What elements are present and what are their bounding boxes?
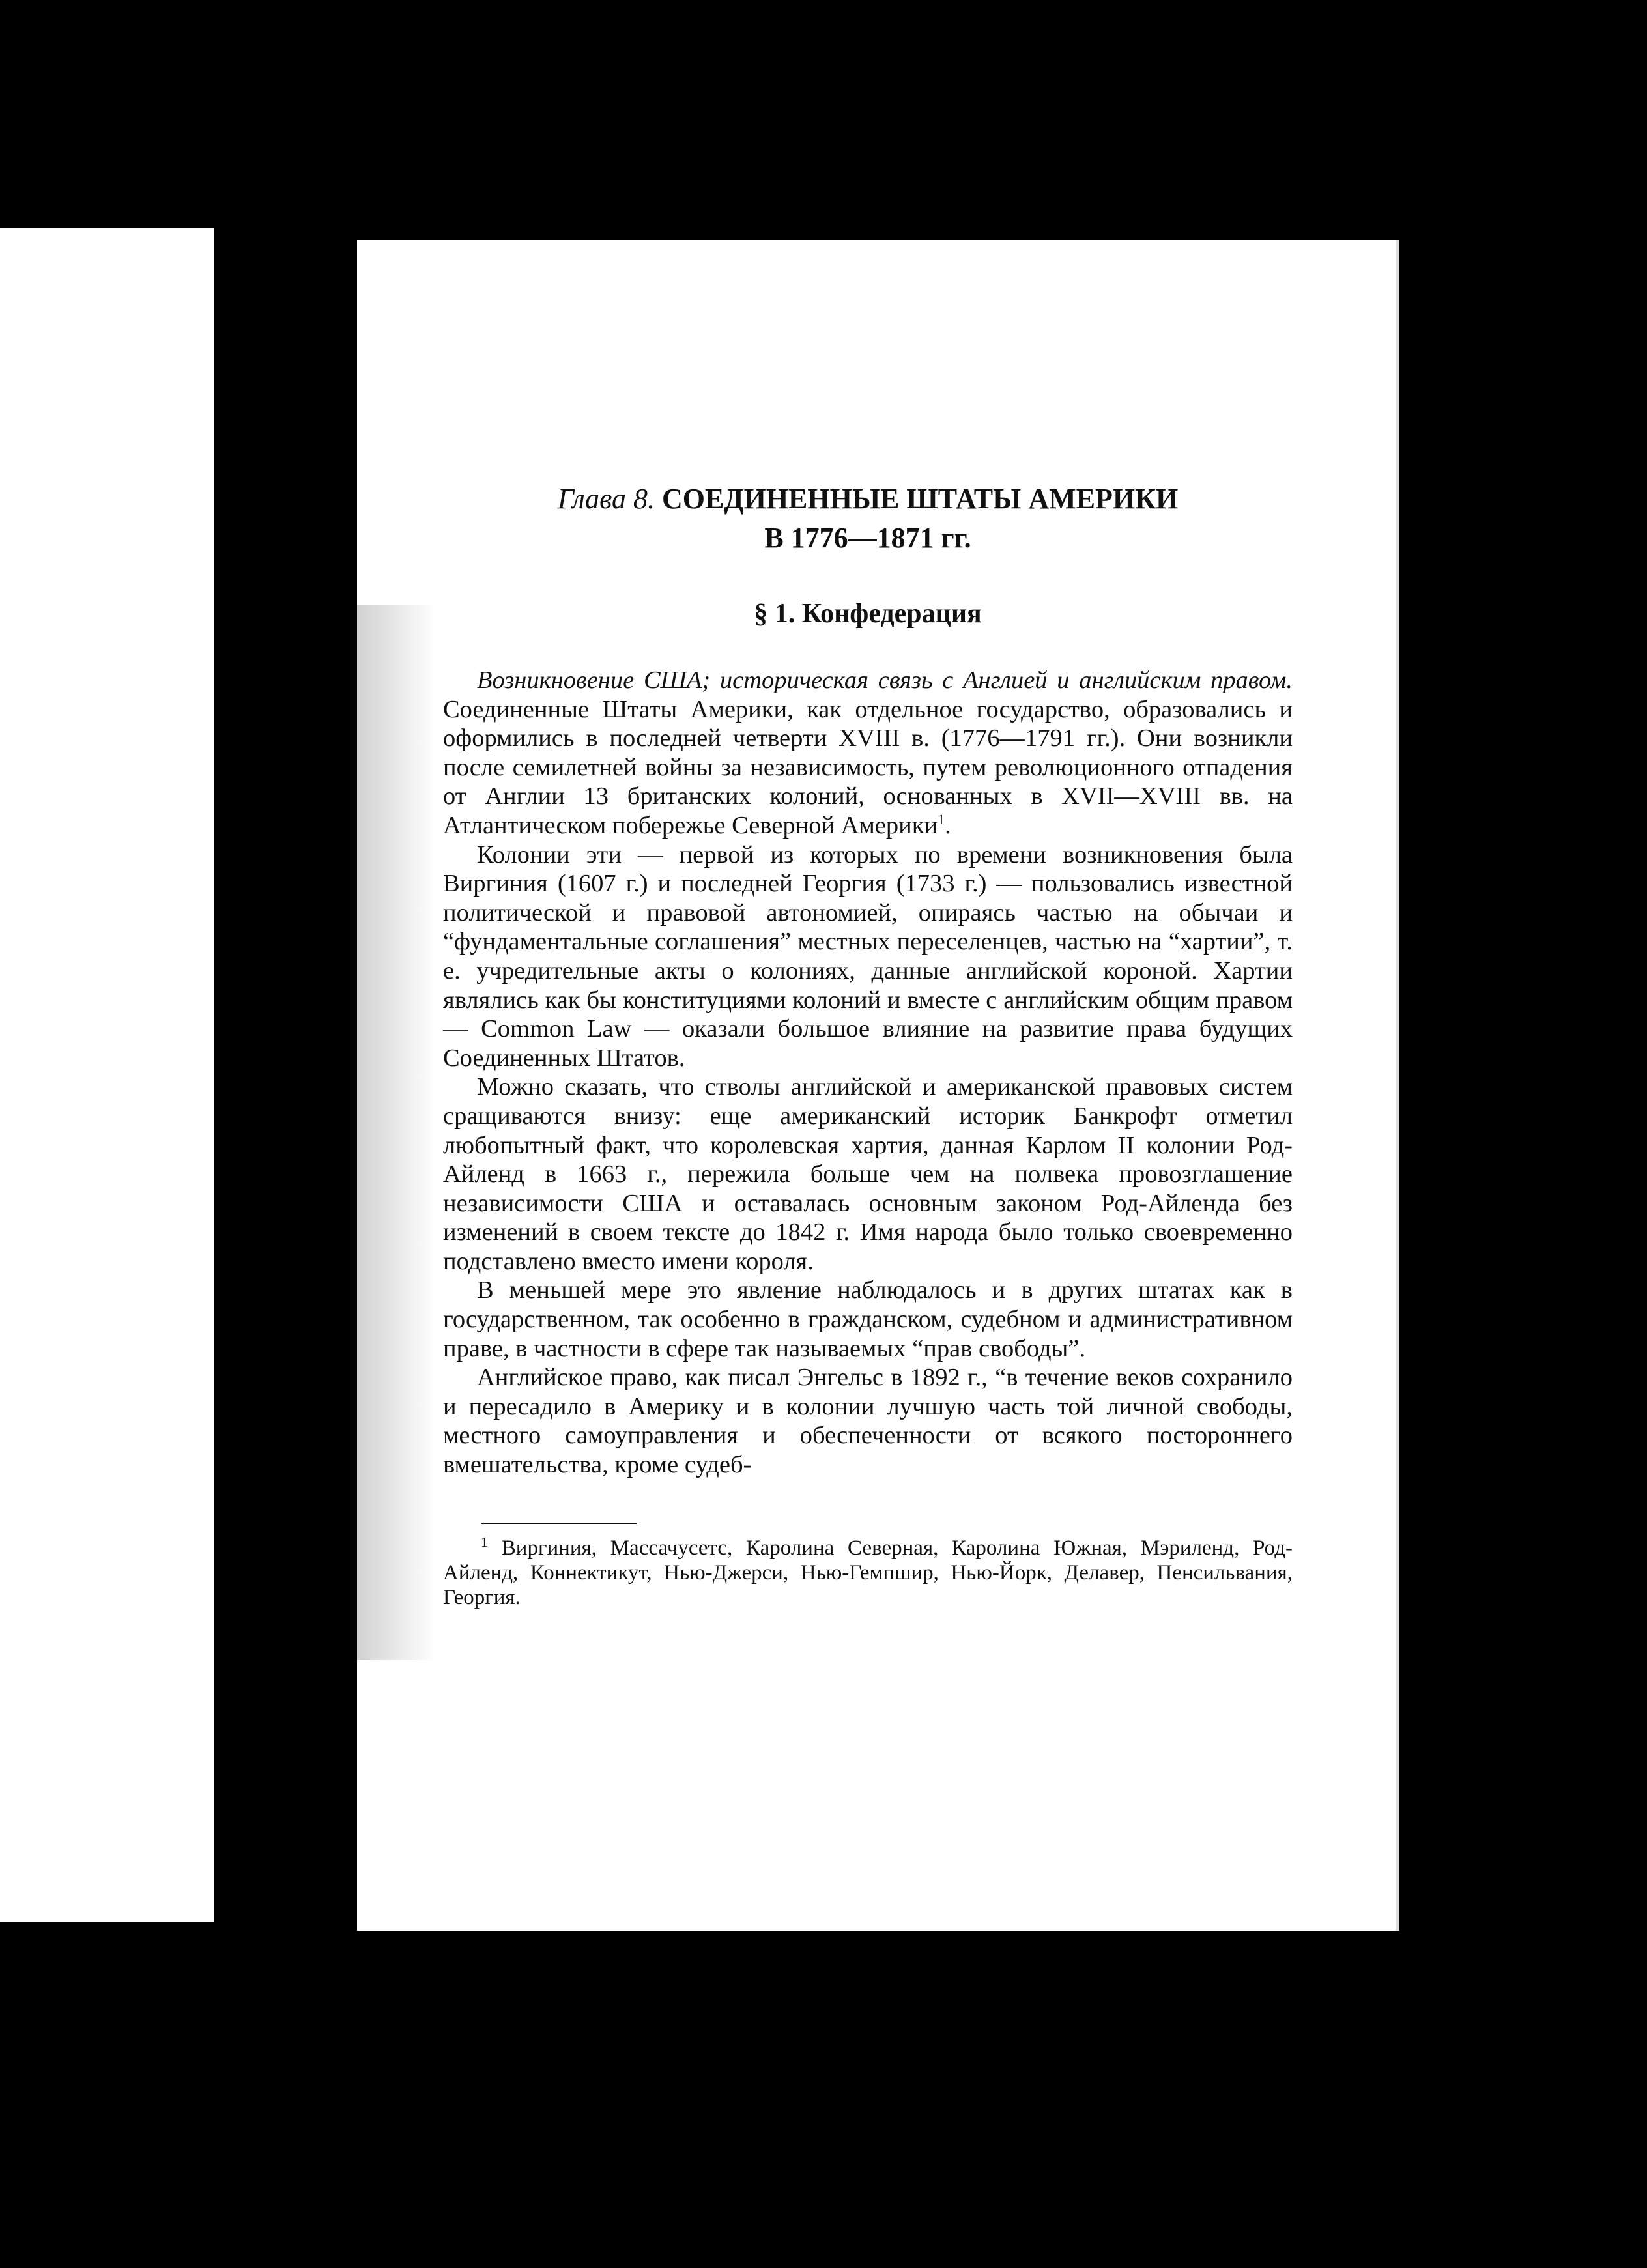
footnote-divider <box>481 1523 637 1524</box>
scan-shadow <box>357 605 435 1660</box>
page-content <box>443 480 1293 1610</box>
chapter-heading <box>443 480 1293 558</box>
paragraph-3: Можно сказать, что стволы английской и американской правовых систем сращиваются внизу: еще американский историк Банкрофт отметил любопытный факт, что королевская хартия, данная Карлом II колонии Род-Айленд в 1663 г., пережила больше чем на полвека провозглашение независимости США и оставалась основным законом Род-Айленда без изменений в своем тексте до 1842 г. Имя народа было только своевременно подставлено вместо имени короля. <box>443 1073 1293 1275</box>
paragraph-lead: Возникновение США; историческая связь с Англией и английским правом. <box>477 667 1293 694</box>
paragraph-1 <box>443 666 1293 840</box>
book-page <box>357 240 1399 1931</box>
paragraph-5: Английское право, как писал Энгельс в 1892 г., “в течение веков сохранило и пересадило в Америку и в колонии лучшую часть той личной свободы, местного самоуправления и обеспеченности от всякого постороннего вмешательства, кроме судеб- <box>443 1364 1293 1479</box>
paragraph-text: Соединенные Штаты Америки, как отдельное государство, образовались и оформились в последней четверти XVIII в. (1776—1791 гг.). Они возникли после семилетней войны за независимость, путем революционного отпадения от Англии 13 британских колоний, основанных в XVII—XVIII вв. на Атлантическом побережье Северной Америки <box>443 695 1293 839</box>
paragraph-2: Колонии эти — первой из которых по времени возникновения была Виргиния (1607 г.) и последней Георгия (1733 г.) — пользовались известной политической и правовой автономией, опираясь частью на обычаи и “фундаментальные соглашения” местных переселенцев, частью на “хартии”, т. е. учредительные акты о колониях, данные английской короной. Хартии являлись как бы конституциями колоний и вместе с английским общим правом — Common Law — оказали большое влияние на развитие права будущих Соединенных Штатов. <box>443 840 1293 1072</box>
chapter-label: Глава 8. <box>557 483 655 515</box>
section-heading: § 1. Конфедерация <box>754 599 982 629</box>
chapter-title-line2: В 1776—1871 гг. <box>764 522 971 554</box>
paragraph-4: В меньшей мере это явление наблюдалось и в других штатах как в государственном, так особенно в гражданском, судебном и административном праве, в частности в сфере так называемых “прав свободы”. <box>443 1276 1293 1362</box>
paragraph-tail: . <box>945 811 951 839</box>
footnote-ref: 1 <box>938 811 945 828</box>
adjacent-page-edge <box>0 228 214 1922</box>
footnote <box>443 1533 1293 1610</box>
footnote-text: Виргиния, Массачусетс, Каролина Северная, Каролина Южная, Мэриленд, Род-Айленд, Коннектикут, Нью-Джерси, Нью-Гемпшир, Нью-Йорк, Делавер, Пенсильвания, Георгия. <box>443 1536 1293 1609</box>
chapter-title-line1: СОЕДИНЕННЫЕ ШТАТЫ АМЕРИКИ <box>661 483 1179 515</box>
footnote-mark: 1 <box>481 1533 488 1550</box>
